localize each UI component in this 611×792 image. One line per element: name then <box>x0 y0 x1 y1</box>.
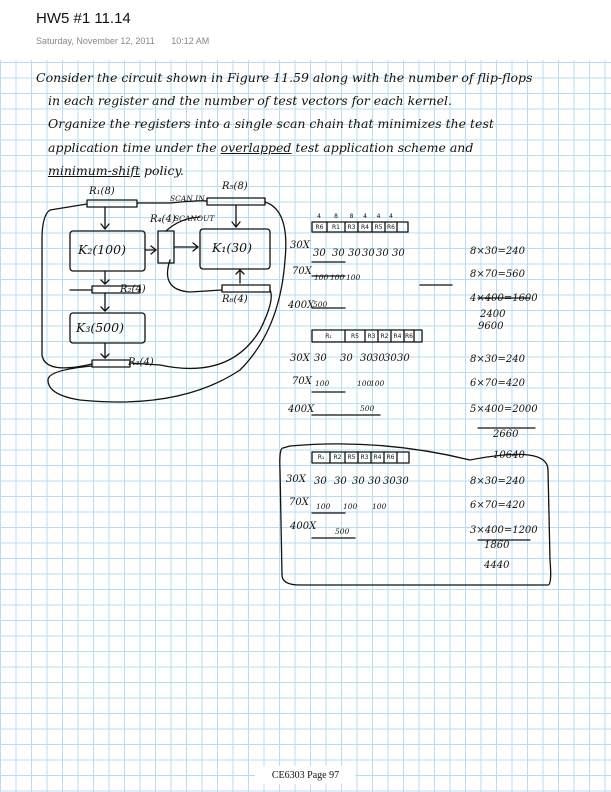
t3-r30: 30 <box>314 476 327 487</box>
r1-label: R₁(8) <box>89 186 115 197</box>
page-footer: CE6303 Page 97 <box>271 770 340 781</box>
t3-reg: R₁ <box>317 454 325 461</box>
t2-r30: 30 <box>360 353 373 364</box>
t1-width: 4 <box>363 213 367 220</box>
t1-calc3: 4×400=1600 <box>470 293 538 304</box>
t3-subtotal: 1860 <box>484 540 510 551</box>
t1-reg: R6 <box>387 224 395 231</box>
scan-in-label: SCAN IN <box>170 194 205 203</box>
t1-row70-label: 70X <box>292 266 312 277</box>
t3-r30: 30 <box>334 476 347 487</box>
t1-width: 8 <box>349 213 354 220</box>
k2-label: K₂(100) <box>78 242 126 257</box>
page-date: Saturday, November 12, 2011 <box>36 36 155 46</box>
t3-calc1: 8×30=240 <box>470 476 525 487</box>
r6-register <box>222 285 270 292</box>
t1-width: 4 <box>376 213 381 220</box>
t3-r70: 100 <box>372 502 387 511</box>
problem-line-5b: policy. <box>140 163 184 178</box>
t2-r400: 500 <box>360 404 375 413</box>
t3-reg: R2 <box>333 454 342 461</box>
t3-calc3: 3×400=1200 <box>470 525 538 536</box>
minimum-shift-text: minimum-shift <box>48 163 140 178</box>
t3-r30: 30 <box>396 476 409 487</box>
r2-label: R₂(4) <box>120 284 146 295</box>
t1-width: 4 <box>317 213 321 220</box>
r4-register <box>158 231 174 263</box>
t2-r30: 30 <box>372 353 385 364</box>
t2-reg: R5 <box>351 333 359 340</box>
problem-line-1: Consider the circuit shown in Figure 11.59 along with the number of flip-flops <box>36 70 533 85</box>
t3-calc2: 6×70=420 <box>470 500 525 511</box>
t1-reg: R4 <box>361 224 369 231</box>
t3-r400: 500 <box>335 527 350 536</box>
t3-r30: 30 <box>368 476 381 487</box>
t1-reg: R1 <box>332 224 340 231</box>
t2-total: 10640 <box>493 450 525 461</box>
t2-calc3: 5×400=2000 <box>470 404 538 415</box>
t2-r30: 30 <box>340 353 353 364</box>
t1-r70: 100 <box>330 273 345 282</box>
t3-r70: 100 <box>343 502 358 511</box>
problem-line-3: Organize the registers into a single scan chain that minimizes the test <box>48 116 494 131</box>
t3-row400-label: 400X <box>290 521 317 532</box>
t2-r70: 100 <box>370 379 385 388</box>
t1-width: 4 <box>389 213 393 220</box>
answer-box <box>280 444 551 585</box>
t2-r30: 30 <box>314 353 327 364</box>
t2-r30: 30 <box>397 353 410 364</box>
scan-out-label: SCANOUT <box>174 214 215 223</box>
t1-row30-label: 30X <box>290 240 310 251</box>
t2-r30: 30 <box>384 353 397 364</box>
r1-register <box>87 200 137 207</box>
r3-label: R₃(4) <box>128 357 154 368</box>
t3-reg: R4 <box>373 454 382 461</box>
t2-row70-label: 70X <box>292 376 312 387</box>
t3-r30: 30 <box>383 476 396 487</box>
r6-label: R₆(4) <box>222 294 248 305</box>
t3-reg: R3 <box>360 454 369 461</box>
r5-label: R₅(8) <box>222 181 248 192</box>
t1-calc1: 8×30=240 <box>470 246 525 257</box>
t1-reg: R3 <box>347 224 356 231</box>
problem-line-4a: application time under the <box>48 140 221 155</box>
r3-register <box>92 360 130 367</box>
t1-r30: 30 <box>376 248 389 259</box>
t3-reg: R5 <box>347 454 356 461</box>
t1-r30: 30 <box>348 248 361 259</box>
t3-r70: 100 <box>316 502 331 511</box>
t1-width: 8 <box>334 213 338 220</box>
page-title: HW5 #1 11.14 <box>36 10 131 27</box>
t3-total: 4440 <box>484 560 510 571</box>
r5-register <box>207 198 265 205</box>
t1-r30: 30 <box>362 248 375 259</box>
t1-r30: 30 <box>392 248 405 259</box>
t1-calc2: 8×70=560 <box>470 269 525 280</box>
t3-r30: 30 <box>352 476 365 487</box>
t2-subtotal: 2660 <box>493 429 519 440</box>
t2-calc1: 8×30=240 <box>470 354 525 365</box>
t2-reg: R6 <box>405 333 413 340</box>
t1-r400: 500 <box>313 300 328 309</box>
t2-row30-label: 30X <box>290 353 310 364</box>
problem-line-2: in each register and the number of test vectors for each kernel. <box>48 93 452 108</box>
t1-r70: 100 <box>314 273 329 282</box>
t2-row400-label: 400X <box>288 404 315 415</box>
t1-total: 9600 <box>478 321 504 332</box>
r4-label: R₄(4) <box>150 214 176 225</box>
overlapped-text: overlapped <box>220 140 292 155</box>
t3-reg: R6 <box>386 454 395 461</box>
t1-r30: 30 <box>313 248 326 259</box>
problem-line-4c: test application scheme and <box>291 140 474 155</box>
t2-calc2: 6×70=420 <box>470 378 525 389</box>
t1-r30: 30 <box>332 248 345 259</box>
t2-reg: R₁ <box>325 333 332 340</box>
t1-reg: R5 <box>374 224 383 231</box>
t1-reg: R6 <box>315 224 324 231</box>
t3-row30-label: 30X <box>286 474 306 485</box>
k3-label: K₃(500) <box>76 320 124 335</box>
t1-row400-label: 400X <box>288 300 315 311</box>
page-time: 10:12 AM <box>171 36 210 46</box>
k1-label: K₁(30) <box>212 240 253 255</box>
t2-r70: 100 <box>315 379 330 388</box>
t1-r70: 100 <box>346 273 361 282</box>
t1-subtotal: 2400 <box>480 309 506 320</box>
t2-reg: R4 <box>393 333 402 340</box>
t2-reg: R3 <box>367 333 376 340</box>
t2-reg: R2 <box>380 333 389 340</box>
t2-r70: 100 <box>357 379 372 388</box>
t3-row70-label: 70X <box>289 497 309 508</box>
